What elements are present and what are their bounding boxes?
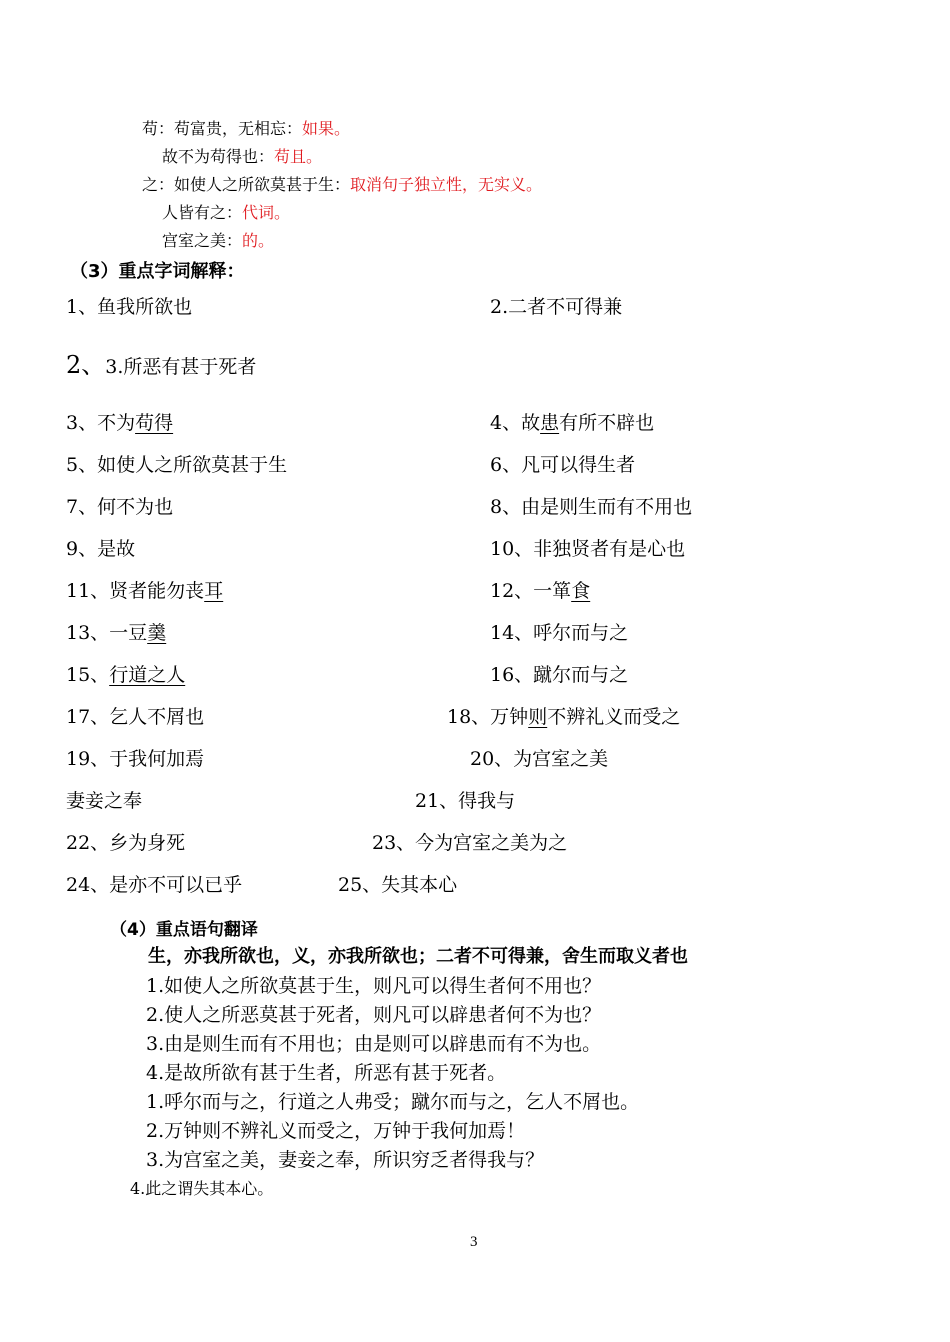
note-zhi-3 bbox=[162, 230, 274, 252]
vocab-text: 3、不为 bbox=[66, 412, 136, 434]
vocab-item-23: 21、得我与 bbox=[415, 790, 516, 812]
translation-sentence: 2.使人之所恶莫甚于死者，则凡可以辟患者何不为也？ bbox=[146, 1004, 602, 1026]
vocab-item-6: 5、如使人之所欲莫甚于生 bbox=[66, 454, 288, 476]
translation-sentence: 2.万钟则不辨礼义而受之，万钟于我何加焉！ bbox=[146, 1120, 526, 1142]
note-label: 宫室之美： bbox=[162, 231, 243, 250]
note-zhi-2 bbox=[162, 202, 290, 224]
vocab-item-4 bbox=[66, 410, 173, 436]
vocab-item-19 bbox=[447, 704, 680, 730]
vocab-text: 不辨礼义而受之 bbox=[547, 706, 681, 728]
vocab-item-13 bbox=[490, 578, 590, 604]
vocab-keyword: 耳 bbox=[204, 580, 224, 602]
translation-sentence: 4.此之谓失其本心。 bbox=[130, 1179, 274, 1198]
note-label: 人皆有之： bbox=[162, 203, 243, 222]
vocab-keyword: 患 bbox=[540, 412, 560, 434]
vocab-item-24: 22、乡为身死 bbox=[66, 832, 186, 854]
vocab-item-18: 17、乞人不屑也 bbox=[66, 706, 205, 728]
vocab-text: 11、贤者能勿丧 bbox=[66, 580, 205, 602]
note-gou-2 bbox=[162, 146, 322, 168]
note-meaning: 如果。 bbox=[302, 119, 351, 138]
note-meaning: 取消句子独立性，无实义。 bbox=[350, 175, 543, 194]
vocab-item-10: 9、是故 bbox=[66, 538, 136, 560]
vocab-item-21: 20、为宫室之美 bbox=[470, 748, 609, 770]
vocab-text: 12、一箪 bbox=[490, 580, 572, 602]
list-number: 2、 bbox=[66, 351, 106, 379]
vocab-item-11: 10、非独贤者有是心也 bbox=[490, 538, 686, 560]
vocab-text: 15、 bbox=[66, 664, 110, 686]
vocab-keyword: 行道之人 bbox=[109, 664, 186, 686]
vocab-text: 4、故 bbox=[490, 412, 541, 434]
section-3-title: （3）重点字词解释： bbox=[70, 261, 245, 282]
translation-sentence: 3.为宫室之美，妻妾之奉，所识穷乏者得我与？ bbox=[146, 1149, 545, 1171]
section-4-title: （4）重点语句翻译 bbox=[110, 920, 258, 940]
note-label: 故不为苟得也： bbox=[162, 147, 275, 166]
note-meaning: 的。 bbox=[242, 231, 275, 250]
vocab-keyword: 则 bbox=[528, 706, 548, 728]
note-meaning: 苟且。 bbox=[274, 147, 323, 166]
vocab-item-2: 2.二者不可得兼 bbox=[490, 296, 623, 318]
vocab-item-15: 14、呼尔而与之 bbox=[490, 622, 629, 644]
vocab-item-9: 8、由是则生而有不用也 bbox=[490, 496, 693, 518]
note-label: 之：如使人之所欲莫甚于生： bbox=[142, 175, 351, 194]
vocab-text: 13、一豆 bbox=[66, 622, 148, 644]
vocab-keyword: 羹 bbox=[147, 622, 167, 644]
note-label: 苟：苟富贵，无相忘： bbox=[142, 119, 303, 138]
vocab-item-25: 23、今为宫室之美为之 bbox=[372, 832, 568, 854]
vocab-item-16 bbox=[66, 662, 185, 688]
note-zhi-1 bbox=[142, 174, 542, 196]
vocab-item-20: 19、于我何加焉 bbox=[66, 748, 205, 770]
vocab-item-5 bbox=[490, 410, 654, 436]
vocab-item-12 bbox=[66, 578, 223, 604]
vocab-text: 3.所恶有甚于死者 bbox=[105, 356, 257, 378]
translation-sentence: 4.是故所欲有甚于生者，所恶有甚于死者。 bbox=[146, 1062, 507, 1084]
vocab-text: 有所不辟也 bbox=[559, 412, 655, 434]
vocab-item-1: 1、鱼我所欲也 bbox=[66, 296, 193, 318]
vocab-item-26: 24、是亦不可以已乎 bbox=[66, 874, 243, 896]
vocab-item-8: 7、何不为也 bbox=[66, 496, 174, 518]
page-number: 3 bbox=[470, 1234, 478, 1250]
vocab-item-22: 妻妾之奉 bbox=[66, 790, 143, 812]
translation-sentence: 1.如使人之所欲莫甚于生，则凡可以得生者何不用也？ bbox=[146, 975, 602, 997]
vocab-item-17: 16、蹴尔而与之 bbox=[490, 664, 629, 686]
section-4-headline: 生，亦我所欲也，义，亦我所欲也；二者不可得兼，舍生而取义者也 bbox=[148, 946, 688, 967]
note-meaning: 代词。 bbox=[242, 203, 291, 222]
vocab-item-3 bbox=[66, 352, 256, 380]
note-gou-1 bbox=[142, 118, 350, 140]
vocab-item-14 bbox=[66, 620, 166, 646]
vocab-text: 18、万钟 bbox=[447, 706, 529, 728]
translation-sentence: 1.呼尔而与之，行道之人弗受；蹴尔而与之，乞人不屑也。 bbox=[146, 1091, 640, 1113]
translation-sentence: 3.由是则生而有不用也；由是则可以辟患而有不为也。 bbox=[146, 1033, 602, 1055]
vocab-keyword: 苟得 bbox=[135, 412, 174, 434]
vocab-item-27: 25、失其本心 bbox=[338, 874, 458, 896]
vocab-item-7: 6、凡可以得生者 bbox=[490, 454, 636, 476]
vocab-keyword: 食 bbox=[571, 580, 591, 602]
